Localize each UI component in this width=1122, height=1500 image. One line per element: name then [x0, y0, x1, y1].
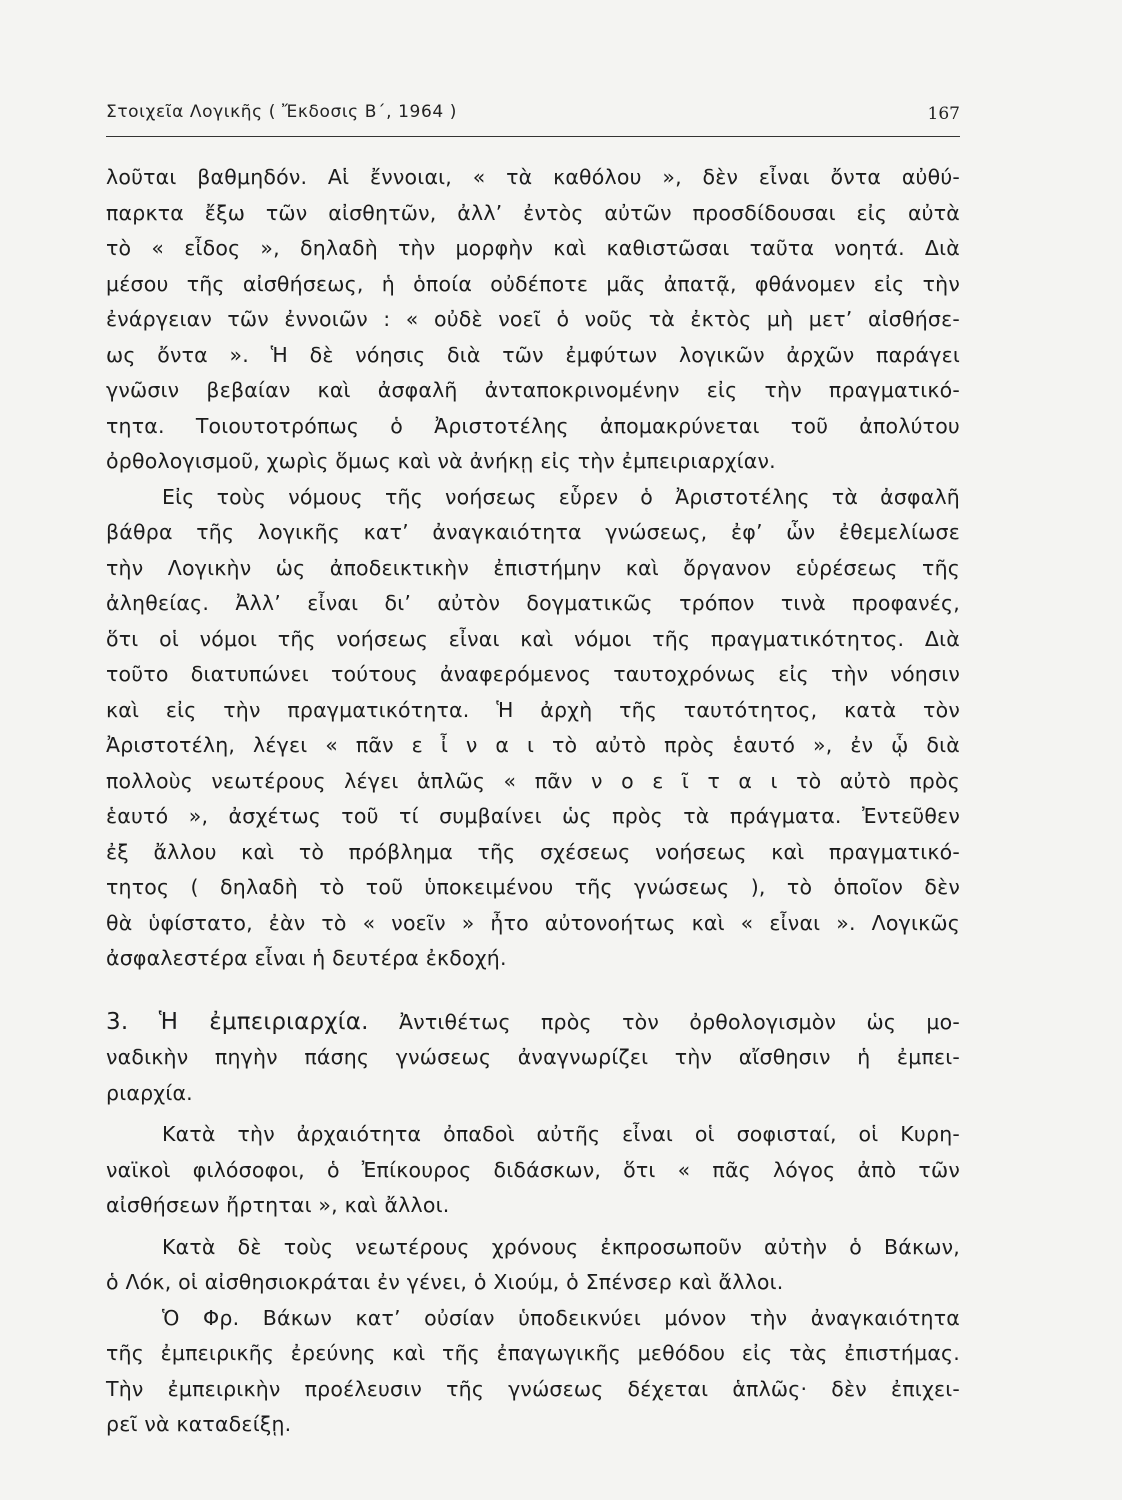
section-heading-line [106, 1005, 960, 1041]
text-line: τῆς ἐμπειρικῆς ἐρεύνης καὶ τῆς ἐπαγωγικῆς μεθόδου εἰς τὰς ἐπιστήμας. [106, 1341, 960, 1365]
text-line: πολλοὺς νεωτέρους λέγει ἁπλῶς « πᾶν ν ο ε ῖ τ α ι τὸ αὐτὸ πρὸς [106, 768, 960, 793]
section-gap [106, 977, 960, 1005]
text-line: τητος ( δηλαδὴ τὸ τοῦ ὑποκειμένου τῆς γνώσεως ), τὸ ὁποῖον δὲν [106, 875, 960, 899]
text-line: τὸ « εἶδος », δηλαδὴ τὴν μορφὴν καὶ καθιστῶσαι ταῦτα νοητά. Διὰ [106, 236, 960, 260]
body-text [106, 160, 960, 1443]
text-line: ριαρχία. [106, 1080, 193, 1105]
text-line: μέσου τῆς αἰσθήσεως, ἡ ὁποία οὐδέποτε μᾶς ἀπατᾷ, φθάνομεν εἰς τὴν [106, 271, 960, 296]
text-line: ὅτι οἱ νόμοι τῆς νοήσεως εἶναι καὶ νόμοι τῆς πραγματικότητος. Διὰ [106, 626, 960, 651]
text-line: παρκτα ἔξω τῶν αἰσθητῶν, ἀλλ’ ἐντὸς αὐτῶν προσδίδουσαι εἰς αὐτὰ [106, 200, 960, 225]
text-line: γνῶσιν βεβαίαν καὶ ἀσφαλῆ ἀνταποκρινομένην εἰς τὴν πραγματικό- [106, 378, 960, 402]
text-line: βάθρα τῆς λογικῆς κατ’ ἀναγκαιότητα γνώσεως, ἐφ’ ὧν ἐθεμελίωσε [106, 520, 960, 544]
text-line: ρεῖ νὰ καταδείξῃ. [106, 1412, 292, 1436]
paragraph-antiquity [106, 1117, 960, 1224]
text-line: τοῦτο διατυπώνει τούτους ἀναφερόμενος ταυτοχρόνως εἰς τὴν νόησιν [106, 662, 960, 686]
text-line: τὴν Λογικὴν ὡς ἀποδεικτικὴν ἐπιστήμην καὶ ὄργανον εὑρέσεως τῆς [106, 555, 960, 580]
text-line: Κατὰ τὴν ἀρχαιότητα ὀπαδοὶ αὐτῆς εἶναι οἱ σοφισταί, οἱ Κυρη- [162, 1122, 960, 1146]
page-number: 167 [927, 104, 960, 124]
text-line: λοῦται βαθμηδόν. Αἱ ἔννοιαι, « τὰ καθόλου », δὲν εἶναι ὄντα αὐθύ- [106, 165, 960, 189]
section-empiricism [106, 1005, 960, 1112]
text-line: καὶ εἰς τὴν πραγματικότητα. Ἡ ἀρχὴ τῆς ταυτότητος, κατὰ τὸν [106, 697, 960, 722]
text-line: αἰσθήσεων ἤρτηται », καὶ ἄλλοι. [106, 1193, 450, 1217]
text-line: ὁ Λόκ, οἱ αἰσθησιοκράται ἐν γένει, ὁ Χιούμ, ὁ Σπένσερ καὶ ἄλλοι. [106, 1270, 784, 1294]
running-title: Στοιχεῖα Λογικῆς ( Ἔκδοσις Β΄, 1964 ) [106, 102, 458, 122]
text-line: τητα. Τοιουτοτρόπως ὁ Ἀριστοτέλης ἀπομακρύνεται τοῦ ἀπολύτου [106, 413, 960, 438]
text-line: ὀρθολογισμοῦ, χωρὶς ὅμως καὶ νὰ ἀνήκῃ εἰς τὴν ἐμπειριαρχίαν. [106, 449, 776, 473]
text-line: Εἰς τοὺς νόμους τῆς νοήσεως εὗρεν ὁ Ἀριστοτέλης τὰ ἀσφαλῆ [162, 484, 960, 509]
text-line: ἀληθείας. Ἀλλ’ εἶναι δι’ αὐτὸν δογματικῶς τρόπον τινὰ προφανές, [106, 591, 960, 615]
text-line: ως ὄντα ». Ἡ δὲ νόησις διὰ τῶν ἐμφύτων λογικῶν ἀρχῶν παράγει [106, 342, 960, 367]
paragraph-modern-times [106, 1230, 960, 1301]
text-line: Τὴν ἐμπειρικὴν προέλευσιν τῆς γνώσεως δέχεται ἁπλῶς· δὲν ἐπιχει- [106, 1376, 960, 1401]
running-header [106, 96, 960, 137]
text-line: ἐνάργειαν τῶν ἐννοιῶν : « οὐδὲ νοεῖ ὁ νοῦς τὰ ἐκτὸς μὴ μετ’ αἰσθήσε- [106, 307, 960, 331]
paragraph-laws-of-thought [106, 480, 960, 977]
section-number: 3. [106, 1008, 129, 1035]
paragraph-continuation [106, 160, 960, 480]
paragraph-bacon [106, 1301, 960, 1443]
text-line: ναϊκοὶ φιλόσοφοι, ὁ Ἐπίκουρος διδάσκων, ὅτι « πᾶς λόγος ἀπὸ τῶν [106, 1157, 960, 1182]
text-line: ναδικὴν πηγὴν πάσης γνώσεως ἀναγνωρίζει τὴν αἴσθησιν ἡ ἐμπει- [106, 1045, 960, 1069]
text-line: ἐξ ἄλλου καὶ τὸ πρόβλημα τῆς σχέσεως νοήσεως καὶ πραγματικό- [106, 839, 960, 864]
text-line: ἀσφαλεστέρα εἶναι ἡ δευτέρα ἐκδοχή. [106, 946, 507, 970]
section-title: Ἡ ἐμπειριαρχία. [158, 1008, 369, 1035]
text-line: Ὁ Φρ. Βάκων κατ’ οὐσίαν ὑποδεικνύει μόνον τὴν ἀναγκαιότητα [162, 1305, 960, 1330]
text-line: θὰ ὑφίστατο, ἐὰν τὸ « νοεῖν » ἦτο αὐτονοήτως καὶ « εἶναι ». Λογικῶς [106, 910, 960, 935]
text-line: Ἀριστοτέλη, λέγει « πᾶν ε ἶ ν α ι τὸ αὐτὸ πρὸς ἑαυτό », ἐν ᾧ διὰ [106, 733, 960, 757]
text-line: Ἀντιθέτως πρὸς τὸν ὀρθολογισμὸν ὡς μο- [398, 1009, 960, 1034]
text-line: ἑαυτό », ἀσχέτως τοῦ τί συμβαίνει ὡς πρὸς τὰ πράγματα. Ἐντεῦθεν [106, 804, 960, 828]
text-line: Κατὰ δὲ τοὺς νεωτέρους χρόνους ἐκπροσωποῦν αὐτὴν ὁ Βάκων, [162, 1234, 960, 1259]
